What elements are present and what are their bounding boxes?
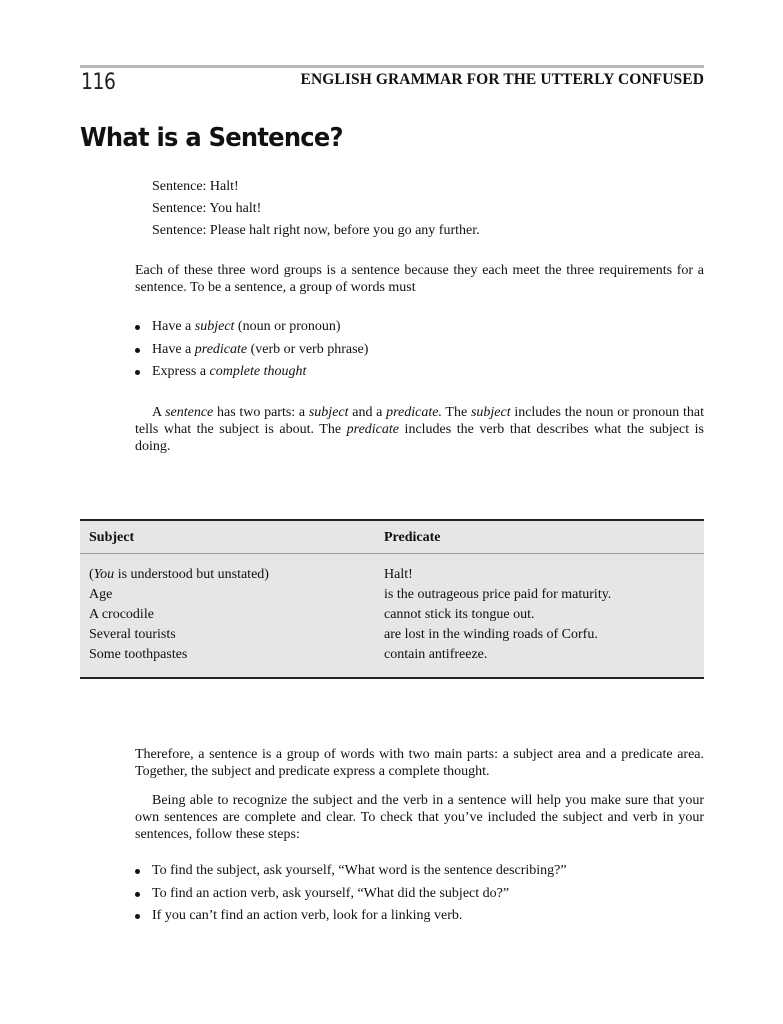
- subject-cell: (You is understood but unstated): [89, 567, 269, 582]
- requirements-list: [135, 316, 368, 384]
- bullet-icon: [135, 348, 140, 353]
- example-sentences: [152, 176, 480, 242]
- bullet-icon: [135, 914, 140, 919]
- table-row: [80, 625, 704, 645]
- predicate-cell: contain antifreeze.: [384, 647, 488, 662]
- example-sentence: Sentence: Halt!: [152, 179, 239, 194]
- table-row: [80, 645, 704, 665]
- list-item: Express a complete thought: [135, 361, 368, 384]
- table-row: [80, 565, 704, 585]
- steps-intro-paragraph: Being able to recognize the subject and the verb in a sentence will help you make sure that your own sentences are complete and clear. To check that you’ve included the subject and verb in your sentences, follow these steps:: [135, 793, 704, 842]
- subject-cell: A crocodile: [89, 607, 154, 622]
- column-header-subject: Subject: [89, 530, 135, 545]
- subject-cell: Some toothpastes: [89, 647, 188, 662]
- predicate-cell: Halt!: [384, 567, 413, 582]
- predicate-cell: is the outrageous price paid for maturity.: [384, 587, 612, 602]
- table-body: [80, 565, 704, 665]
- steps-list: [135, 860, 567, 928]
- example-sentence: Sentence: You halt!: [152, 201, 262, 216]
- column-header-predicate: Predicate: [384, 530, 441, 545]
- example-sentence: Sentence: Please halt right now, before you go any further.: [152, 223, 480, 238]
- table-row: [80, 585, 704, 605]
- bullet-icon: [135, 370, 140, 375]
- section-title: What is a Sentence?: [80, 123, 343, 153]
- subject-cell: Several tourists: [89, 627, 176, 642]
- requirements-intro-paragraph: Each of these three word groups is a sentence because they each meet the three requirements for a sentence. To be a sentence, a group of words must: [135, 263, 704, 295]
- table-row: [80, 605, 704, 625]
- bullet-icon: [135, 892, 140, 897]
- header-rule: [80, 65, 704, 68]
- predicate-cell: are lost in the winding roads of Corfu.: [384, 627, 598, 642]
- list-item: Have a subject (noun or pronoun): [135, 316, 368, 339]
- list-item: If you can’t find an action verb, look for a linking verb.: [135, 905, 567, 928]
- summary-paragraph: Therefore, a sentence is a group of words with two main parts: a subject area and a predicate area. Together, the subject and predicate express a complete thought.: [135, 747, 704, 779]
- subject-cell: Age: [89, 587, 113, 602]
- definition-paragraph: A sentence has two parts: a subject and a predicate. The subject includes the noun or pronoun that tells what the subject is about. The predicate includes the verb that describes what the subject is doing.: [135, 405, 705, 454]
- predicate-cell: cannot stick its tongue out.: [384, 607, 535, 622]
- table-header: [80, 521, 704, 554]
- running-head: ENGLISH GRAMMAR FOR THE UTTERLY CONFUSED: [300, 71, 704, 88]
- bullet-icon: [135, 325, 140, 330]
- list-item: To find the subject, ask yourself, “What word is the sentence describing?”: [135, 860, 567, 883]
- bullet-icon: [135, 869, 140, 874]
- page-number: 116: [81, 70, 116, 95]
- list-item: Have a predicate (verb or verb phrase): [135, 339, 368, 362]
- list-item: To find an action verb, ask yourself, “What did the subject do?”: [135, 883, 567, 906]
- subject-predicate-table: [80, 519, 704, 679]
